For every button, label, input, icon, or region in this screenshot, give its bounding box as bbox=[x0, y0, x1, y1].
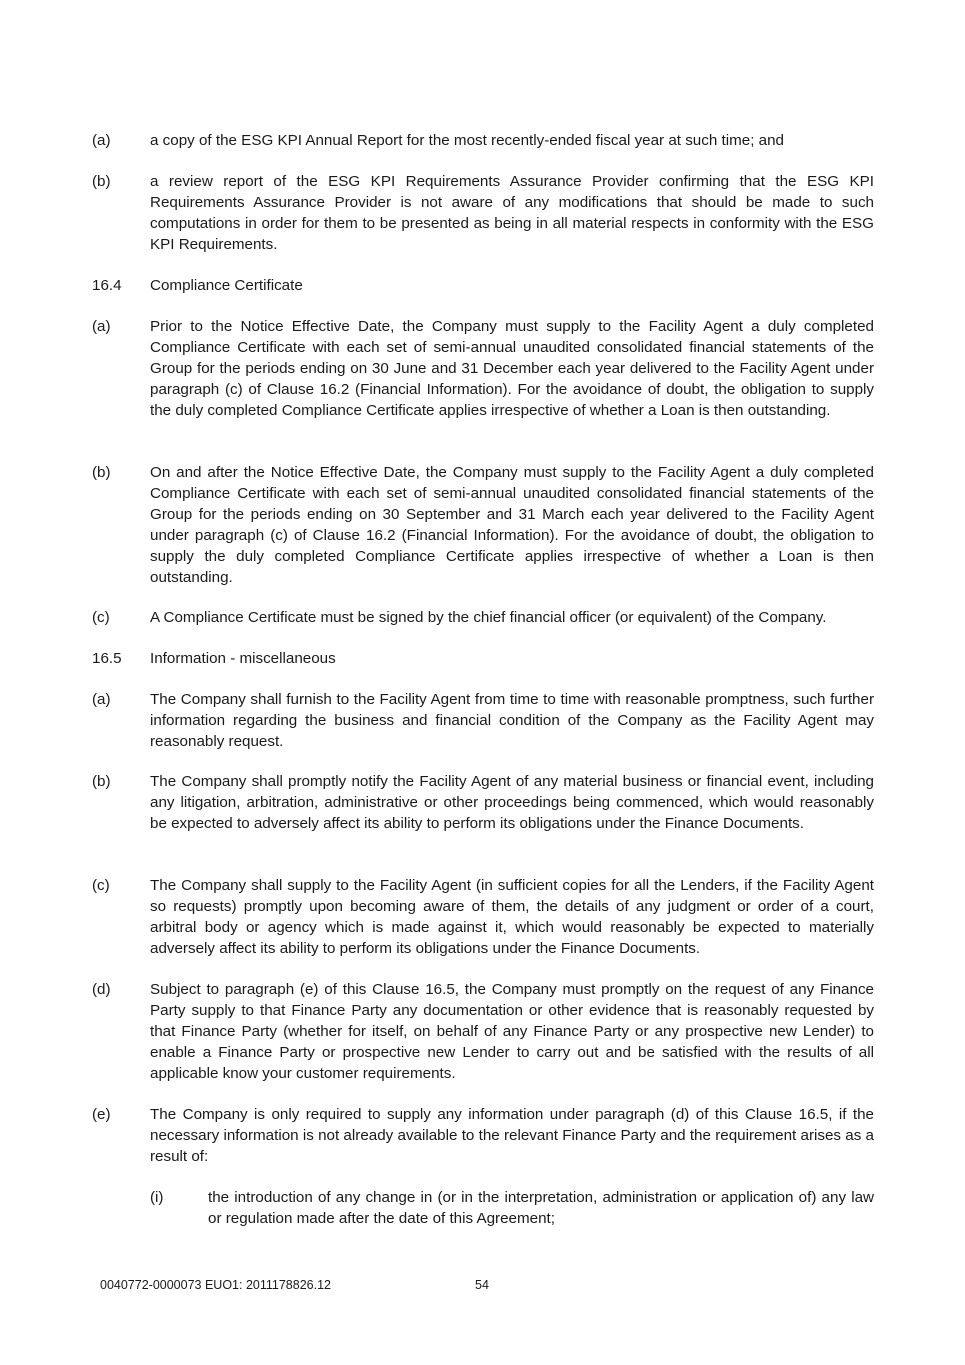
footer-document-reference: 0040772-0000073 EUO1: 2011178826.12 bbox=[100, 1278, 331, 1292]
paragraph-label: (a) bbox=[92, 691, 111, 708]
paragraph-label: (e) bbox=[92, 1106, 111, 1123]
paragraph-label: (b) bbox=[92, 464, 111, 481]
paragraph-text: a review report of the ESG KPI Requirements Assurance Provider confirming that the ESG KPI Requirements Assurance Provider is not aware of any modifications that should be made to such computations in order for them to be presented as being in all material respects in conformity with the ESG KPI Requirements. bbox=[150, 173, 874, 253]
subparagraph-16-5-e-i bbox=[150, 1187, 874, 1229]
paragraph-text: The Company shall promptly notify the Facility Agent of any material business or financial event, including any litigation, arbitration, administrative or other proceedings being commenced, which would reasonably be expected to adversely affect its ability to perform its obligations under the Finance Documents. bbox=[150, 773, 874, 832]
paragraph-text: Subject to paragraph (e) of this Clause 16.5, the Company must promptly on the request of any Finance Party supply to that Finance Party any documentation or other evidence that is reasonably requested by that Finance Party (whether for itself, on behalf of any Finance Party or any prospective new Lender) to enable a Finance Party or prospective new Lender to carry out and be satisfied with the results of all applicable know your customer requirements. bbox=[150, 981, 874, 1082]
paragraph-16-5-e bbox=[92, 1104, 874, 1167]
paragraph-16-5-c bbox=[92, 875, 874, 959]
paragraph-16-4-c bbox=[92, 607, 874, 628]
paragraph-label: (d) bbox=[92, 981, 111, 998]
paragraph-label: (c) bbox=[92, 609, 110, 626]
paragraph-label: (a) bbox=[92, 132, 111, 149]
paragraph-text: a copy of the ESG KPI Annual Report for the most recently-ended fiscal year at such time; and bbox=[150, 132, 784, 149]
paragraph-label: (a) bbox=[92, 318, 111, 335]
subparagraph-text: the introduction of any change in (or in the interpretation, administration or application of) any law or regulation made after the date of this Agreement; bbox=[208, 1189, 874, 1227]
paragraph-label: (c) bbox=[92, 877, 110, 894]
paragraph-16-4-a bbox=[92, 316, 874, 421]
section-number: 16.5 bbox=[92, 650, 122, 667]
paragraph-text: The Company shall furnish to the Facility Agent from time to time with reasonable promptness, such further information regarding the business and financial condition of the Company as the Facility Agent may reasonably request. bbox=[150, 691, 874, 750]
section-heading-16-5 bbox=[92, 648, 336, 669]
section-number: 16.4 bbox=[92, 277, 122, 294]
paragraph-16-5-a bbox=[92, 689, 874, 752]
paragraph-b-review-report bbox=[92, 171, 874, 255]
paragraph-text: The Company shall supply to the Facility Agent (in sufficient copies for all the Lenders, if the Facility Agent so requests) promptly upon becoming aware of them, the details of any judgment or order of a court, arbitral body or agency which is made against it, which would reasonably be expected to materially adversely affect its ability to perform its obligations under the Finance Documents. bbox=[150, 877, 874, 957]
paragraph-16-5-b bbox=[92, 771, 874, 834]
paragraph-a-annual-report bbox=[92, 130, 874, 151]
subparagraph-label: (i) bbox=[150, 1189, 164, 1206]
section-title: Information - miscellaneous bbox=[150, 650, 336, 667]
paragraph-label: (b) bbox=[92, 773, 111, 790]
paragraph-text: The Company is only required to supply any information under paragraph (d) of this Clause 16.5, if the necessary information is not already available to the relevant Finance Party and the requirement arises as a result of: bbox=[150, 1106, 874, 1165]
paragraph-16-5-d bbox=[92, 979, 874, 1084]
paragraph-text: Prior to the Notice Effective Date, the Company must supply to the Facility Agent a duly completed Compliance Certificate with each set of semi-annual unaudited consolidated financial statements of the Group for the periods ending on 30 June and 31 December each year delivered to the Facility Agent under paragraph (c) of Clause 16.2 (Financial Information). For the avoidance of doubt, the obligation to supply the duly completed Compliance Certificate applies irrespective of whether a Loan is then outstanding. bbox=[150, 318, 874, 419]
paragraph-text: A Compliance Certificate must be signed by the chief financial officer (or equivalent) of the Company. bbox=[150, 609, 827, 626]
footer-page-number: 54 bbox=[475, 1278, 489, 1292]
paragraph-text: On and after the Notice Effective Date, the Company must supply to the Facility Agent a duly completed Compliance Certificate with each set of semi-annual unaudited consolidated financial statements of the Group for the periods ending on 30 September and 31 March each year delivered to the Facility Agent under paragraph (c) of Clause 16.2 (Financial Information). For the avoidance of doubt, the obligation to supply the duly completed Compliance Certificate applies irrespective of whether a Loan is then outstanding. bbox=[150, 464, 874, 586]
paragraph-16-4-b bbox=[92, 462, 874, 588]
section-heading-16-4 bbox=[92, 275, 303, 296]
paragraph-label: (b) bbox=[92, 173, 111, 190]
section-title: Compliance Certificate bbox=[150, 277, 303, 294]
